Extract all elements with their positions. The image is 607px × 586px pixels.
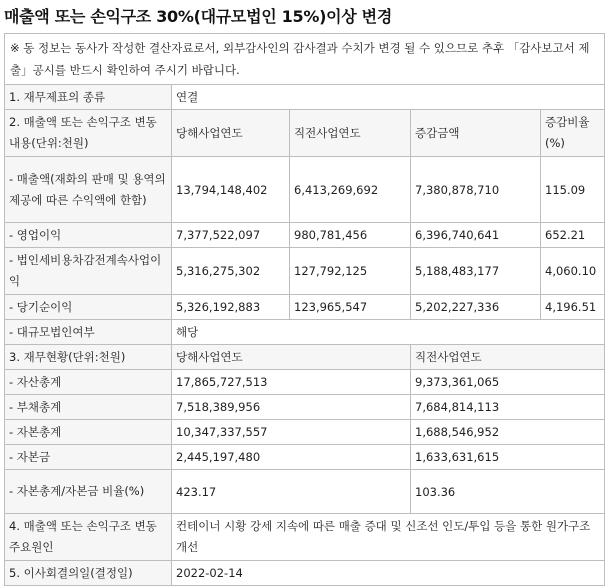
cell-current: 13,794,148,402 bbox=[172, 157, 290, 223]
cell-current: 17,865,727,513 bbox=[172, 370, 411, 395]
changes-section-label: 2. 매출액 또는 손익구조 변동내용(단위:천원) bbox=[5, 110, 172, 157]
large-corp-row bbox=[5, 320, 605, 345]
cell-current: 423.17 bbox=[172, 470, 411, 514]
board-date: 2022-02-14 bbox=[172, 561, 605, 586]
notice-text: ※ 동 정보는 동사가 작성한 결산자료로서, 외부감사인의 감사결과 수치가 변경 될 수 있으므로 추후 「감사보고서 제출」공시를 반드시 확인하여 주시기 바랍니다. bbox=[5, 34, 605, 85]
cell-previous: 9,373,361,065 bbox=[411, 370, 605, 395]
cell-previous: 127,792,125 bbox=[290, 248, 411, 295]
table-row bbox=[5, 470, 605, 514]
table-row bbox=[5, 223, 605, 248]
row-label: - 법인세비용차감전계속사업이익 bbox=[5, 248, 172, 295]
row-label: - 당기순이익 bbox=[5, 295, 172, 320]
changes-header-current: 당해사업연도 bbox=[172, 110, 290, 157]
cell-current: 5,316,275,302 bbox=[172, 248, 290, 295]
disclosure-table bbox=[4, 33, 605, 586]
cell-rate: 115.09 bbox=[541, 157, 605, 223]
cell-rate: 652.21 bbox=[541, 223, 605, 248]
row-label: - 자산총계 bbox=[5, 370, 172, 395]
cell-rate: 4,060.10 bbox=[541, 248, 605, 295]
large-corp-label: - 대규모법인여부 bbox=[5, 320, 172, 345]
fs-type-value: 연결 bbox=[172, 85, 605, 110]
board-label: 5. 이사회결의일(결정일) bbox=[5, 561, 172, 586]
table-row bbox=[5, 445, 605, 470]
large-corp-value: 해당 bbox=[172, 320, 605, 345]
financial-header-current: 당해사업연도 bbox=[172, 345, 411, 370]
cell-rate: 4,196.51 bbox=[541, 295, 605, 320]
table-row bbox=[5, 395, 605, 420]
fs-type-row bbox=[5, 85, 605, 110]
cell-previous: 123,965,547 bbox=[290, 295, 411, 320]
notice-row bbox=[5, 34, 605, 85]
row-label: - 자본총계/자본금 비율(%) bbox=[5, 470, 172, 514]
cell-previous: 7,684,814,113 bbox=[411, 395, 605, 420]
cell-previous: 1,633,631,615 bbox=[411, 445, 605, 470]
fs-type-label: 1. 재무제표의 종류 bbox=[5, 85, 172, 110]
cell-diff: 5,188,483,177 bbox=[411, 248, 541, 295]
row-label: - 매출액(재화의 판매 및 용역의 제공에 따른 수익액에 한함) bbox=[5, 157, 172, 223]
table-row bbox=[5, 248, 605, 295]
reason-label: 4. 매출액 또는 손익구조 변동 주요원인 bbox=[5, 514, 172, 561]
financial-header-previous: 직전사업연도 bbox=[411, 345, 605, 370]
cell-previous: 103.36 bbox=[411, 470, 605, 514]
changes-header-rate: 증감비율(%) bbox=[541, 110, 605, 157]
row-label: - 자본총계 bbox=[5, 420, 172, 445]
cell-previous: 6,413,269,692 bbox=[290, 157, 411, 223]
row-label: - 영업이익 bbox=[5, 223, 172, 248]
cell-current: 7,518,389,956 bbox=[172, 395, 411, 420]
table-row bbox=[5, 157, 605, 223]
cell-diff: 6,396,740,641 bbox=[411, 223, 541, 248]
cell-previous: 980,781,456 bbox=[290, 223, 411, 248]
table-row bbox=[5, 420, 605, 445]
cell-diff: 7,380,878,710 bbox=[411, 157, 541, 223]
cell-current: 10,347,337,557 bbox=[172, 420, 411, 445]
financial-section-label: 3. 재무현황(단위:천원) bbox=[5, 345, 172, 370]
changes-header-row bbox=[5, 110, 605, 157]
row-label: - 자본금 bbox=[5, 445, 172, 470]
reason-row bbox=[5, 514, 605, 561]
cell-current: 2,445,197,480 bbox=[172, 445, 411, 470]
cell-current: 5,326,192,883 bbox=[172, 295, 290, 320]
table-row bbox=[5, 370, 605, 395]
financial-header-row bbox=[5, 345, 605, 370]
changes-header-previous: 직전사업연도 bbox=[290, 110, 411, 157]
row-label: - 부채총계 bbox=[5, 395, 172, 420]
table-row bbox=[5, 295, 605, 320]
cell-previous: 1,688,546,952 bbox=[411, 420, 605, 445]
board-row bbox=[5, 561, 605, 586]
page-title: 매출액 또는 손익구조 30%(대규모법인 15%)이상 변경 bbox=[4, 7, 392, 26]
cell-current: 7,377,522,097 bbox=[172, 223, 290, 248]
reason-value: 컨테이너 시황 강세 지속에 따른 매출 증대 및 신조선 인도/투입 등을 통한 원가구조 개선 bbox=[172, 514, 605, 561]
cell-diff: 5,202,227,336 bbox=[411, 295, 541, 320]
changes-header-diff: 증감금액 bbox=[411, 110, 541, 157]
